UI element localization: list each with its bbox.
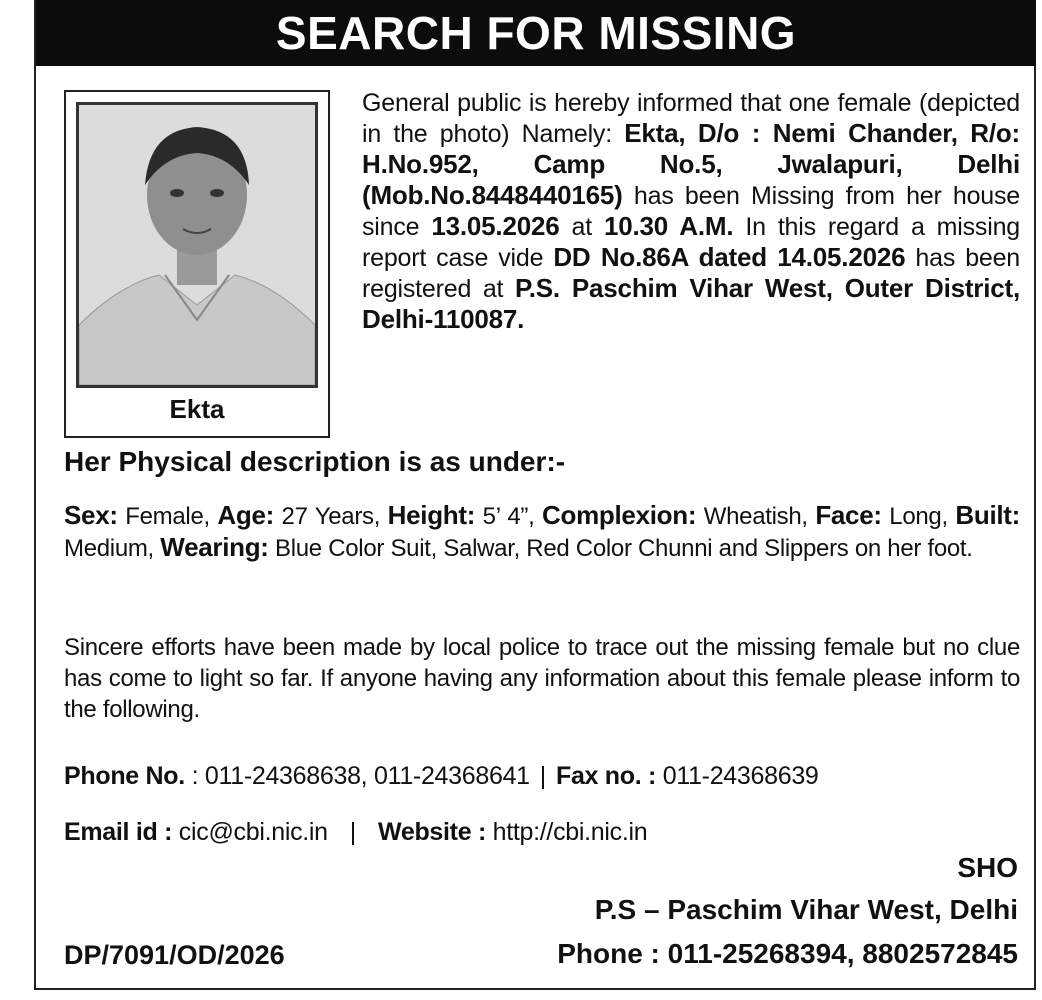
separator: |: [349, 818, 356, 846]
height-label: Height:: [387, 500, 476, 530]
intro-text-4: In this regard a missing report case vide: [362, 213, 1020, 272]
person-name-address: Ekta, D/o : Nemi Chander, R/o: H.No.952, Camp No.5, Jwalapuri, Delhi (Mob.No.8448440165): [362, 118, 1021, 210]
phone-fax-line: [64, 762, 819, 791]
intro-text-3: at: [559, 213, 604, 241]
face-value: Long,: [881, 503, 956, 530]
phone-value: : 011-24368638, 011-24368641: [184, 762, 530, 790]
signatory-title: SHO: [957, 852, 1018, 883]
website-link[interactable]: http://cbi.nic.in: [485, 818, 648, 846]
missing-time: 10.30 A.M.: [603, 211, 734, 241]
wearing-value: Blue Color Suit, Salwar, Red Color Chunni and Slippers on her foot.: [268, 535, 973, 562]
fax-label: Fax no. :: [555, 762, 657, 790]
age-label: Age:: [217, 500, 274, 530]
reference-code: DP/7091/OD/2026: [64, 940, 285, 970]
intro-paragraph: [362, 88, 1020, 335]
intro-text-2: has been Missing from her house since: [362, 182, 1020, 241]
missing-date: 13.05.2026: [431, 211, 560, 241]
intro-text-5: has been registered at: [362, 244, 1021, 303]
fax-value: 011-24368639: [656, 762, 819, 790]
police-station: P.S. Paschim Vihar West, Outer District, Delhi-110087.: [362, 273, 1020, 334]
phone-label: Phone No.: [64, 762, 185, 790]
height-value: 5’ 4”,: [475, 503, 543, 530]
physical-description: [64, 500, 1020, 564]
sex-value: Female,: [117, 503, 218, 530]
missing-person-photo: [76, 102, 318, 388]
age-value: 27 Years,: [274, 503, 388, 530]
website-label: Website :: [378, 818, 486, 846]
photo-frame: [64, 90, 330, 438]
face-label: Face:: [815, 500, 882, 530]
complexion-label: Complexion:: [542, 500, 697, 530]
notice-title: SEARCH FOR MISSING: [36, 0, 1036, 66]
email-label: Email id :: [64, 818, 173, 846]
efforts-paragraph: Sincere efforts have been made by local police to trace out the missing female but no clue has come to light so far. If anyone having any information about this female please inform to the following.: [64, 634, 1020, 723]
sex-label: Sex:: [64, 500, 118, 530]
separator: |: [539, 762, 546, 790]
complexion-value: Wheatish,: [696, 503, 816, 530]
built-label: Built:: [955, 500, 1021, 530]
email-link[interactable]: cic@cbi.nic.in: [172, 818, 328, 846]
signatory-phone: Phone : 011-25268394, 8802572845: [557, 938, 1018, 969]
case-reference: DD No.86A dated 14.05.2026: [553, 242, 906, 272]
missing-notice: [34, 0, 1036, 990]
built-value: Medium,: [64, 535, 161, 562]
signatory-station: P.S – Paschim Vihar West, Delhi: [594, 894, 1018, 925]
description-heading: Her Physical description is as under:-: [64, 446, 566, 477]
wearing-label: Wearing:: [160, 532, 269, 562]
email-website-line: [64, 818, 647, 847]
intro-text-1: General public is hereby informed that one female (depicted in the photo) Namely:: [362, 89, 1020, 148]
photo-caption: Ekta: [169, 394, 225, 424]
